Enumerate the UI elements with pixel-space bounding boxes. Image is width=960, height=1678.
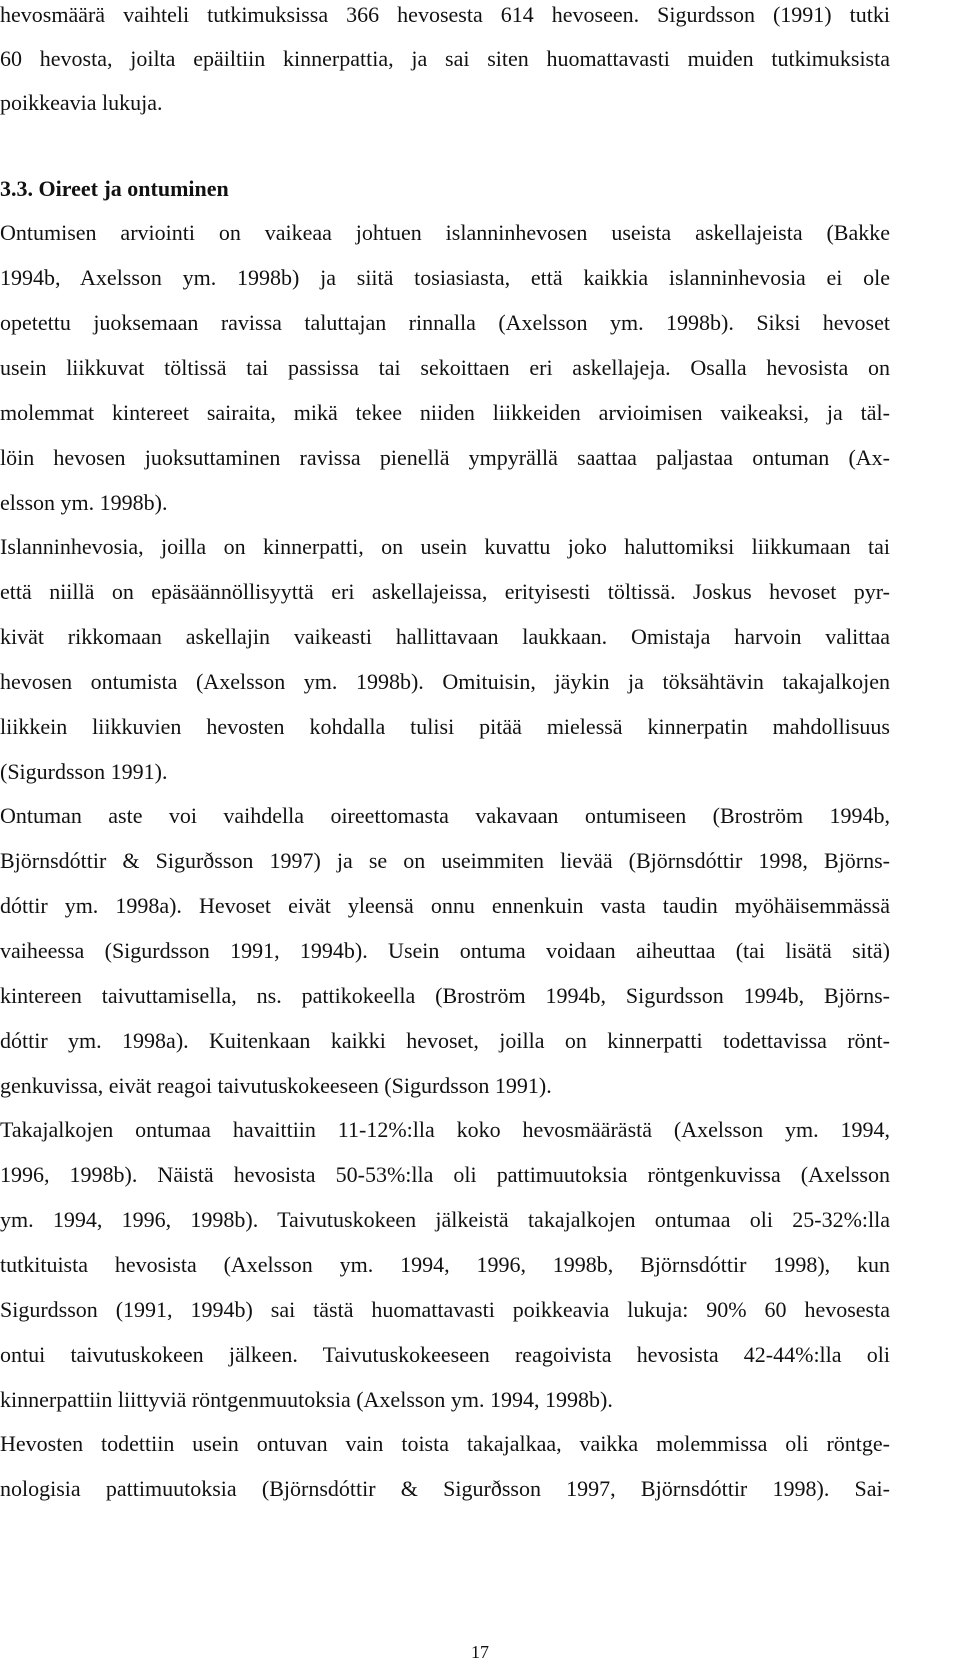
body-text-line: löin hevosen juoksuttaminen ravissa pienellä ympyrällä saattaa paljastaa ontuman (Ax- (0, 445, 890, 470)
body-text-line: hevosmäärä vaihteli tutkimuksissa 366 hevosesta 614 hevoseen. Sigurdsson (1991) tutki (0, 2, 890, 27)
body-text-line: Björnsdóttir & Sigurðsson 1997) ja se on useimmiten lievää (Björnsdóttir 1998, Björns- (0, 848, 890, 873)
body-text-line: että niillä on epäsäännöllisyyttä eri askellajeissa, erityisesti töltissä. Joskus hevoset pyr- (0, 579, 890, 604)
body-text-line: Ontuman aste voi vaihdella oireettomasta vakavaan ontumiseen (Broström 1994b, (0, 803, 890, 828)
body-text-line: liikkein liikkuvien hevosten kohdalla tulisi pitää mielessä kinnerpatin mahdollisuus (0, 714, 890, 739)
body-text-line: 60 hevosta, joilta epäiltiin kinnerpattia, ja sai siten huomattavasti muiden tutkimuksista (0, 46, 890, 71)
body-text-line: kivät rikkomaan askellajin vaikeasti hallittavaan laukkaan. Omistaja harvoin valittaa (0, 624, 890, 649)
body-text-line: poikkeavia lukuja. (0, 90, 163, 115)
body-text-line: dóttir ym. 1998a). Kuitenkaan kaikki hevoset, joilla on kinnerpatti todettavissa rönt- (0, 1028, 890, 1053)
body-text-line: kinnerpattiin liittyviä röntgenmuutoksia (Axelsson ym. 1994, 1998b). (0, 1387, 613, 1412)
body-text-line: Islanninhevosia, joilla on kinnerpatti, on usein kuvattu joko haluttomiksi liikkumaan tai (0, 534, 890, 559)
page-number: 17 (471, 1642, 489, 1662)
body-text-line: dóttir ym. 1998a). Hevoset eivät yleensä onnu ennenkuin vasta taudin myöhäisemmässä (0, 893, 890, 918)
body-text-line: 1994b, Axelsson ym. 1998b) ja siitä tosiasiasta, että kaikkia islanninhevosia ei ole (0, 265, 890, 290)
body-text-line: Takajalkojen ontumaa havaittiin 11-12%:lla koko hevosmäärästä (Axelsson ym. 1994, (0, 1117, 890, 1142)
body-text-line: tutkituista hevosista (Axelsson ym. 1994, 1996, 1998b, Björnsdóttir 1998), kun (0, 1252, 890, 1277)
section-heading: 3.3. Oireet ja ontuminen (0, 176, 229, 201)
body-text-line: genkuvissa, eivät reagoi taivutuskokeeseen (Sigurdsson 1991). (0, 1073, 552, 1098)
body-text-line: Sigurdsson (1991, 1994b) sai tästä huomattavasti poikkeavia lukuja: 90% 60 hevosesta (0, 1297, 890, 1322)
body-text-line: vaiheessa (Sigurdsson 1991, 1994b). Usein ontuma voidaan aiheuttaa (tai lisätä sitä) (0, 938, 890, 963)
body-text-line: ym. 1994, 1996, 1998b). Taivutuskokeen jälkeistä takajalkojen ontumaa oli 25-32%:lla (0, 1207, 890, 1232)
body-text-line: 1996, 1998b). Näistä hevosista 50-53%:lla oli pattimuutoksia röntgenkuvissa (Axelsson (0, 1162, 890, 1187)
body-text-line: ontui taivutuskokeen jälkeen. Taivutuskokeeseen reagoivista hevosista 42-44%:lla oli (0, 1342, 890, 1367)
body-text-line: hevosen ontumista (Axelsson ym. 1998b). Omituisin, jäykin ja töksähtävin takajalkojen (0, 669, 890, 694)
body-text-line: Ontumisen arviointi on vaikeaa johtuen islanninhevosen useista askellajeista (Bakke (0, 220, 890, 245)
body-text-line: opetettu juoksemaan ravissa taluttajan rinnalla (Axelsson ym. 1998b). Siksi hevoset (0, 310, 890, 335)
body-text-line: molemmat kintereet sairaita, mikä tekee niiden liikkeiden arvioimisen vaikeaksi, ja täl- (0, 400, 890, 425)
body-text-line: kintereen taivuttamisella, ns. pattikokeella (Broström 1994b, Sigurdsson 1994b, Björns- (0, 983, 890, 1008)
body-text-line: elsson ym. 1998b). (0, 490, 168, 515)
body-text-line: Hevosten todettiin usein ontuvan vain toista takajalkaa, vaikka molemmissa oli röntge- (0, 1431, 890, 1456)
body-text-line: nologisia pattimuutoksia (Björnsdóttir & Sigurðsson 1997, Björnsdóttir 1998). Sai- (0, 1476, 890, 1501)
body-text-line: usein liikkuvat töltissä tai passissa tai sekoittaen eri askellajeja. Osalla hevosista on (0, 355, 890, 380)
body-text-line: (Sigurdsson 1991). (0, 759, 168, 784)
